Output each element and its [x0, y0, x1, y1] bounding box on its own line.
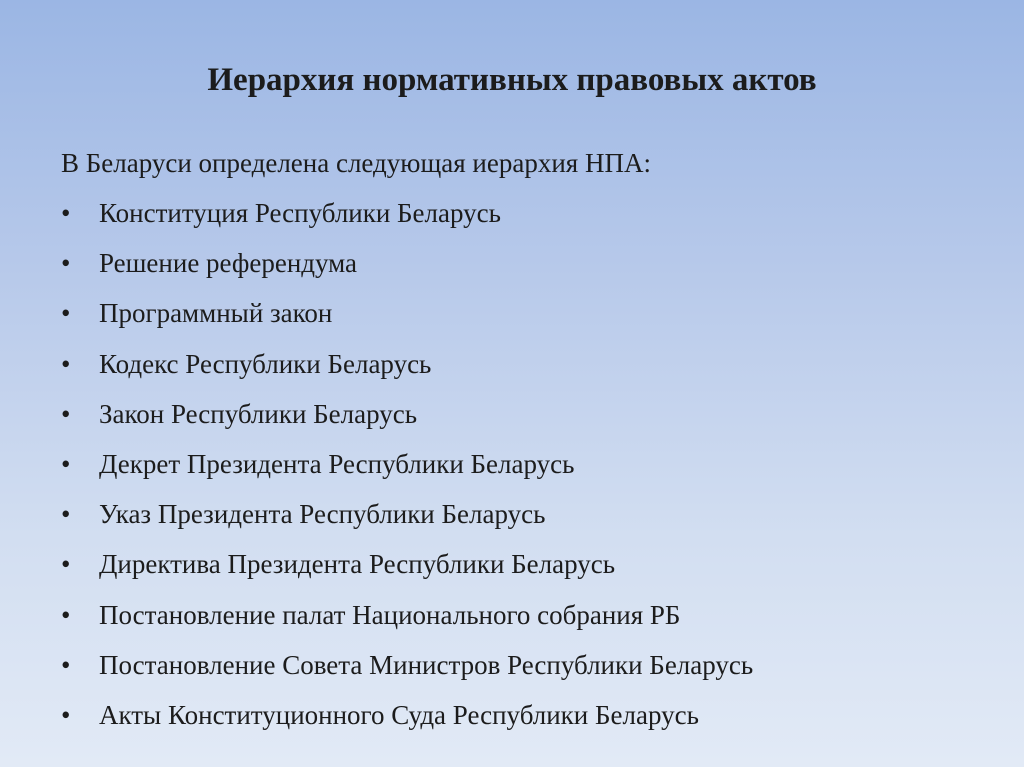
list-item-label: Постановление палат Национального собрания РБ — [99, 599, 681, 630]
bullet-icon: • — [61, 248, 71, 279]
slide-title: Иерархия нормативных правовых актов — [207, 62, 817, 98]
list-item-label: Решение референдума — [99, 248, 358, 279]
bullet-icon: • — [61, 649, 71, 680]
list-item-label: Указ Президента Республики Беларусь — [99, 499, 546, 530]
bullet-icon: • — [61, 448, 71, 479]
list-item-label: Постановление Совета Министров Республики Беларусь — [99, 649, 754, 680]
bullet-icon: • — [61, 599, 71, 630]
list-item-label: Директива Президента Республики Беларусь — [99, 549, 616, 580]
bullet-icon: • — [61, 699, 71, 730]
bullet-icon: • — [61, 499, 71, 530]
bullet-icon: • — [61, 198, 71, 228]
list-item-label: Кодекс Республики Беларусь — [99, 348, 432, 379]
intro-text: В Беларуси определена следующая иерархия НПА: — [61, 148, 651, 178]
bullet-icon: • — [61, 348, 71, 379]
list-item-label: Программный закон — [99, 298, 333, 329]
list-item-label: Декрет Президента Республики Беларусь — [99, 448, 575, 479]
list-item-label: Акты Конституционного Суда Республики Беларусь — [99, 699, 699, 730]
bullet-icon: • — [61, 398, 71, 429]
bullet-icon: • — [61, 298, 71, 329]
list-item-label: Закон Республики Беларусь — [99, 398, 418, 429]
bullet-icon: • — [61, 549, 71, 580]
list-item-label: Конституция Республики Беларусь — [99, 198, 501, 228]
